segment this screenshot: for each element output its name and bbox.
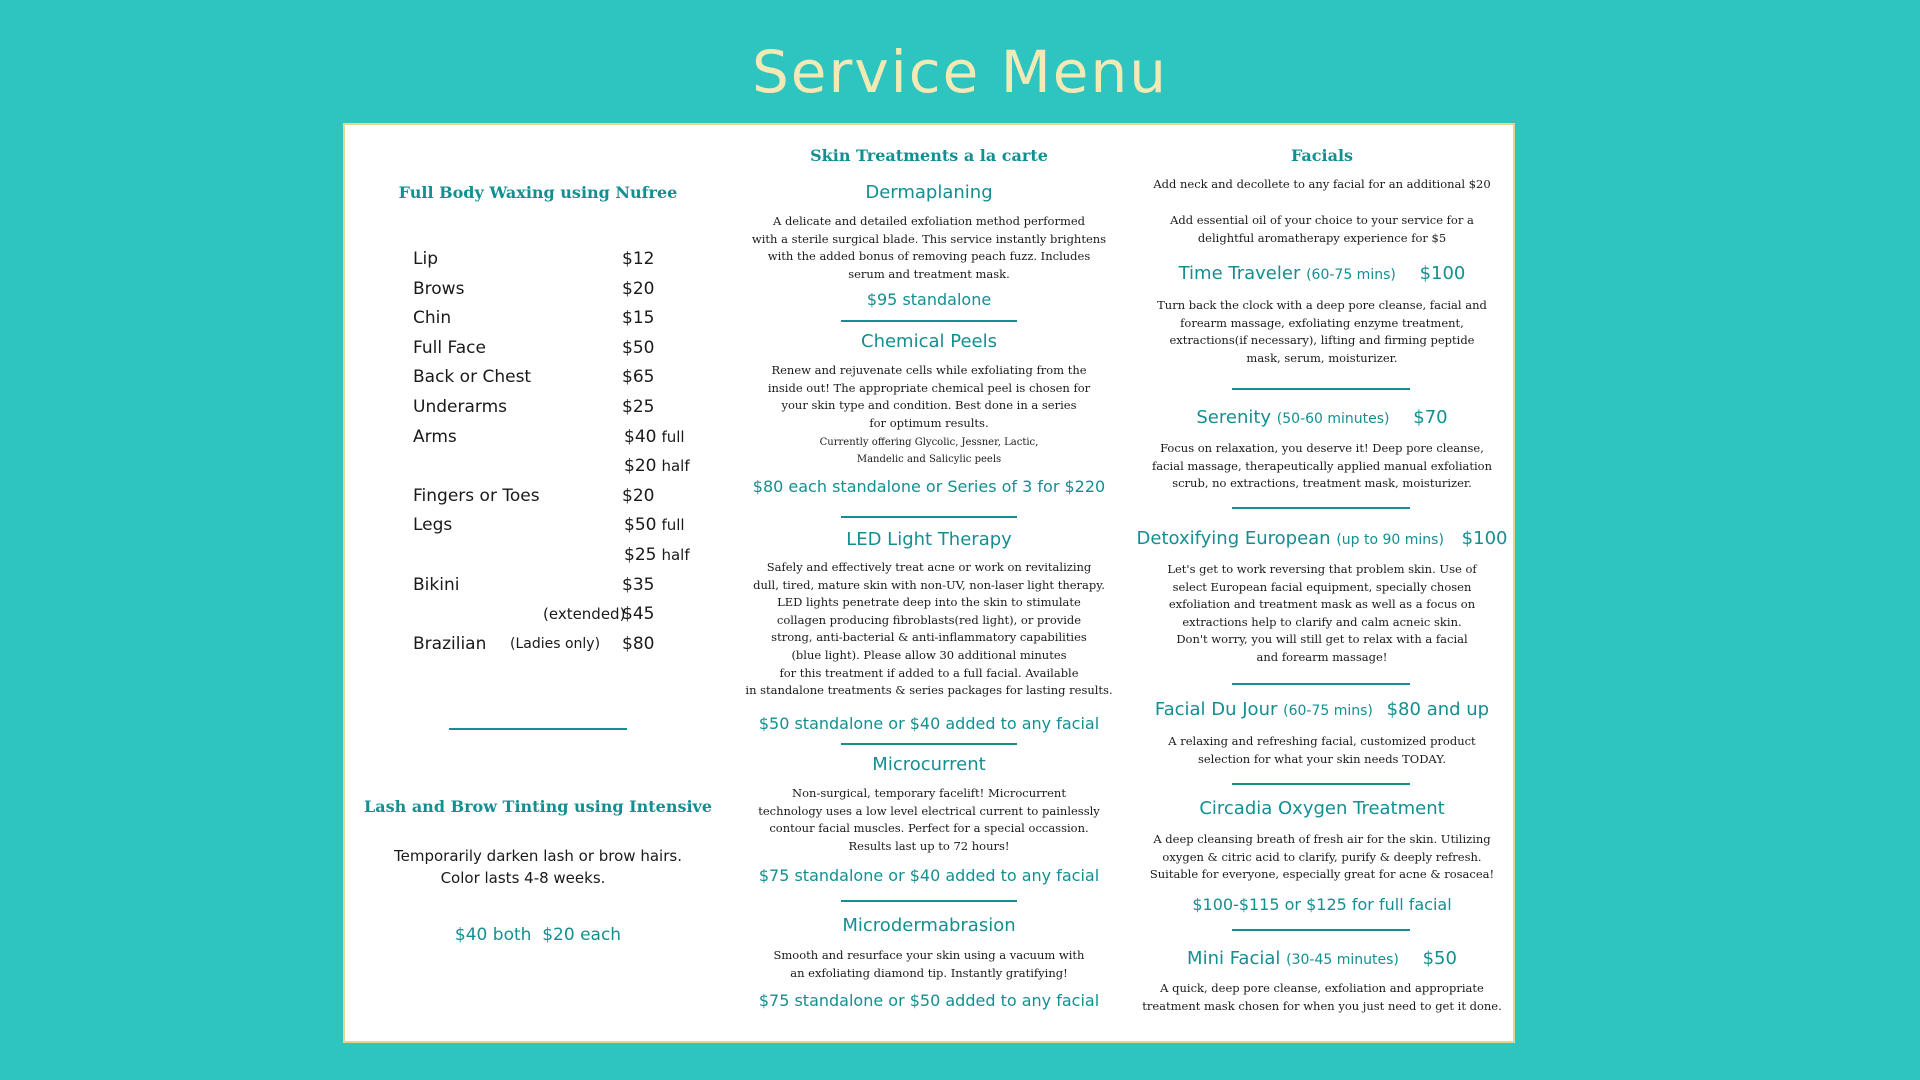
- tinting-heading: Lash and Brow Tinting using Intensive: [363, 797, 713, 816]
- detoxifying-european-desc: Let's get to work reversing that problem skin. Use of select European facial equipment, specially chosen exfoliation and treatment mask as well as a focus on extractions help to clarify and calm acneic skin. Don't worry, you will still get to relax with a facial and forearm massage!: [1167, 562, 1477, 664]
- wax-service-name: Brazilian: [413, 633, 487, 654]
- wax-price: [622, 279, 654, 299]
- microcurrent-price: $75 standalone or $40 added to any facial: [758, 866, 1100, 885]
- wax-service-name: Bikini: [413, 574, 460, 595]
- wax-price: [622, 397, 654, 417]
- divider: [841, 516, 1017, 518]
- dermaplaning-price: $95 standalone: [866, 290, 992, 309]
- wax-price-note: half: [661, 457, 690, 476]
- wax-price-row: [345, 456, 731, 486]
- wax-service-name: Fingers or Toes: [413, 485, 540, 506]
- wax-price: [624, 427, 685, 447]
- wax-price-row: [345, 575, 731, 605]
- facial-du-jour-title: Facial Du Jour (60-75 mins) $80 and up: [1154, 699, 1490, 720]
- divider: [1232, 783, 1410, 785]
- wax-price-row: [345, 397, 731, 427]
- microcurrent-desc: Non-surgical, temporary facelift! Microcurrent technology uses a low level electrical current to painlessly contour facial muscles. Perfect for a special occassion. Results last up to 72 hours!: [758, 786, 1100, 853]
- wax-service-qualifier: (Ladies only): [510, 635, 601, 652]
- led-therapy-price: $50 standalone or $40 added to any facial: [758, 714, 1100, 733]
- wax-price-value: $20: [622, 278, 655, 299]
- wax-service-name: Underarms: [413, 397, 507, 417]
- tinting-desc-line2: Color lasts 4-8 weeks.: [440, 869, 606, 887]
- wax-price: [622, 338, 654, 358]
- chemical-peels-price: $80 each standalone or Series of 3 for $220: [752, 477, 1106, 496]
- wax-price-note: full: [661, 516, 685, 535]
- wax-price-row: [345, 367, 731, 397]
- wax-price-value: $50: [622, 337, 655, 358]
- wax-price-row: [345, 604, 731, 634]
- wax-price-value: $25: [622, 397, 655, 417]
- wax-price-value: $20: [624, 456, 657, 477]
- chemical-peels-desc: Renew and rejuvenate cells while exfoliating from the inside out! The appropriate chemical peel is chosen for your skin type and condition. Best done in a series for optimum results.: [767, 363, 1091, 430]
- wax-service-name: Brows: [413, 278, 465, 299]
- facials-addon-neck: Add neck and decollete to any facial for an additional $20: [1153, 177, 1491, 191]
- divider: [1232, 507, 1410, 509]
- wax-price-row: [345, 338, 731, 368]
- divider: [841, 320, 1017, 322]
- wax-price-value: $25: [624, 545, 657, 565]
- wax-service-qualifier: (extended): [543, 605, 626, 624]
- wax-price-note: half: [661, 546, 690, 564]
- waxing-heading: Full Body Waxing using Nufree: [398, 183, 678, 202]
- wax-price-value: $65: [622, 367, 655, 388]
- wax-price-row: [345, 634, 731, 664]
- wax-price-row: [345, 249, 731, 279]
- serenity-desc: Focus on relaxation, you deserve it! Deep pore cleanse, facial massage, therapeutically applied manual exfoliation scrub, no extractions, treatment mask, moisturizer.: [1151, 441, 1493, 491]
- microcurrent-title: Microcurrent: [872, 754, 986, 775]
- waxing-divider: [449, 728, 627, 730]
- wax-price-value: $20: [622, 485, 655, 506]
- wax-price: [624, 545, 690, 565]
- menu-card: [343, 123, 1515, 1043]
- circadia-price: $100-$115 or $125 for full facial: [1192, 895, 1452, 914]
- wax-service-name: Legs: [413, 515, 453, 536]
- wax-price: [622, 367, 654, 387]
- wax-price: [622, 634, 654, 654]
- led-therapy-desc: Safely and effectively treat acne or work on revitalizing dull, tired, mature skin with non-UV, non-laser light therapy. LED lights penetrate deep into the skin to stimulate collagen producing fibroblasts(red light), or provide strong, anti-bacterial & anti-inflammatory capabilities (blue light). Please allow 30 additional minutes for this treatment if added to a full facial. Available in standalone treatments & series packages for lasting results.: [745, 560, 1113, 698]
- microdermabrasion-desc: Smooth and resurface your skin using a vacuum with an exfoliating diamond tip. Instantly gratifying!: [773, 948, 1085, 980]
- wax-service-name: Full Face: [413, 337, 486, 358]
- divider: [1232, 388, 1410, 390]
- wax-price: [624, 515, 685, 535]
- dermaplaning-desc: A delicate and detailed exfoliation method performed with a sterile surgical blade. This service instantly brightens with the added bonus of removing peach fuzz. Includes serum and treatment mask.: [751, 214, 1107, 281]
- facial-du-jour-desc: A relaxing and refreshing facial, customized product selection for what your skin needs TODAY.: [1168, 734, 1476, 766]
- chemical-peels-note: Currently offering Glycolic, Jessner, Lactic, Mandelic and Salicylic peels: [819, 437, 1039, 465]
- dermaplaning-title: Dermaplaning: [865, 182, 993, 203]
- divider: [841, 743, 1017, 745]
- wax-service-name: Back or Chest: [413, 367, 532, 388]
- mini-facial-title: Mini Facial (30-45 minutes) $50: [1187, 948, 1457, 969]
- wax-price-value: $45: [622, 604, 655, 625]
- wax-price-value: $40: [624, 426, 657, 447]
- facials-addon-oil: Add essential oil of your choice to your service for a delightful aromatherapy experience for $5: [1170, 213, 1474, 245]
- page-title: Service Menu: [751, 38, 1169, 106]
- wax-price-row: [345, 427, 731, 457]
- wax-price-row: [345, 279, 731, 309]
- led-therapy-title: LED Light Therapy: [846, 529, 1012, 550]
- circadia-desc: A deep cleansing breath of fresh air for the skin. Utilizing oxygen & citric acid to clarify, purify & deeply refresh. Suitable for everyone, especially great for acne & rosacea!: [1149, 832, 1495, 882]
- wax-price-row: [345, 308, 731, 338]
- wax-service-name: Arms: [413, 426, 457, 447]
- wax-service-name: Chin: [413, 308, 452, 329]
- wax-price-note: full: [661, 427, 685, 446]
- wax-price: [622, 486, 654, 506]
- divider: [1232, 683, 1410, 685]
- facials-heading: Facials: [1290, 146, 1354, 165]
- wax-price-value: $35: [622, 574, 655, 595]
- microdermabrasion-price: $75 standalone or $50 added to any facial: [758, 991, 1100, 1010]
- mini-facial-desc: A quick, deep pore cleanse, exfoliation and appropriate treatment mask chosen for when you just need to get it done.: [1142, 981, 1502, 1013]
- divider: [1232, 929, 1410, 931]
- wax-price: [622, 249, 654, 269]
- tinting-desc-line1: Temporarily darken lash or brow hairs.: [394, 847, 682, 865]
- wax-price-row: [345, 515, 731, 545]
- wax-price-value: $12: [622, 249, 655, 269]
- chemical-peels-title: Chemical Peels: [861, 331, 997, 352]
- serenity-title: Serenity (50-60 minutes) $70: [1196, 407, 1448, 428]
- tinting-price: $40 both $20 each: [454, 925, 622, 945]
- circadia-title: Circadia Oxygen Treatment: [1199, 798, 1445, 819]
- wax-price-value: $15: [622, 308, 655, 329]
- wax-price: [622, 604, 654, 624]
- time-traveler-title: Time Traveler (60-75 mins) $100: [1178, 263, 1466, 284]
- skin-heading: Skin Treatments a la carte: [810, 146, 1048, 165]
- wax-price-value: $80: [622, 633, 655, 654]
- wax-price-value: $50: [624, 515, 657, 536]
- wax-price-row: [345, 545, 731, 575]
- divider: [841, 900, 1017, 902]
- wax-price: [622, 308, 654, 328]
- detoxifying-european-title: Detoxifying European (up to 90 mins) $100: [1136, 528, 1508, 549]
- wax-price-row: [345, 486, 731, 516]
- wax-price: [624, 456, 690, 476]
- microdermabrasion-title: Microdermabrasion: [842, 915, 1016, 936]
- wax-price: [622, 575, 654, 595]
- time-traveler-desc: Turn back the clock with a deep pore cleanse, facial and forearm massage, exfoliating enzyme treatment, extractions(if necessary), lifting and firming peptide mask, serum, moisturizer.: [1157, 298, 1487, 365]
- wax-service-name: Lip: [413, 249, 438, 269]
